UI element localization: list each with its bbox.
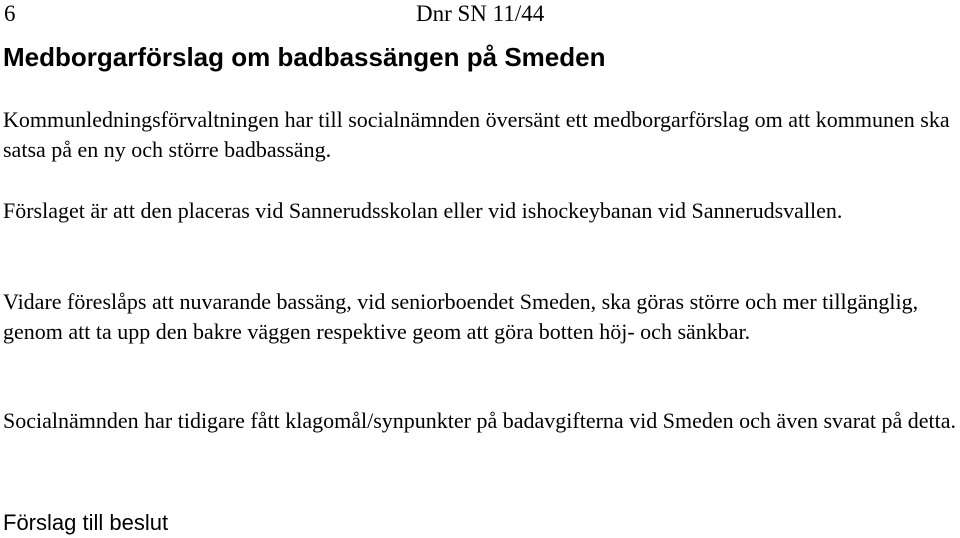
paragraph-2: Förslaget är att den placeras vid Sannerudsskolan eller vid ishockeybanan vid Sannerudsvallen. [3,198,843,223]
paragraph-4: Socialnämnden har tidigare fått klagomål/synpunkter på badavgifterna vid Smeden och även svarat på detta. [3,408,957,433]
paragraph-1: Kommunledningsförvaltningen har till socialnämnden översänt ett medborgarförslag om att kommunen ska satsa på en ny och större badbassäng. [3,107,950,162]
section-heading: Förslag till beslut [3,510,169,535]
case-reference: Dnr SN 11/44 [416,1,545,26]
page-number: 6 [4,1,16,26]
page-title: Medborgarförslag om badbassängen på Smeden [3,42,606,72]
paragraph-3: Vidare föreslåps att nuvarande bassäng, vid seniorboendet Smeden, ska göras större och mer tillgänglig, genom att ta upp den bakre väggen respektive geom att göra botten höj- och sänkbar. [3,289,919,344]
